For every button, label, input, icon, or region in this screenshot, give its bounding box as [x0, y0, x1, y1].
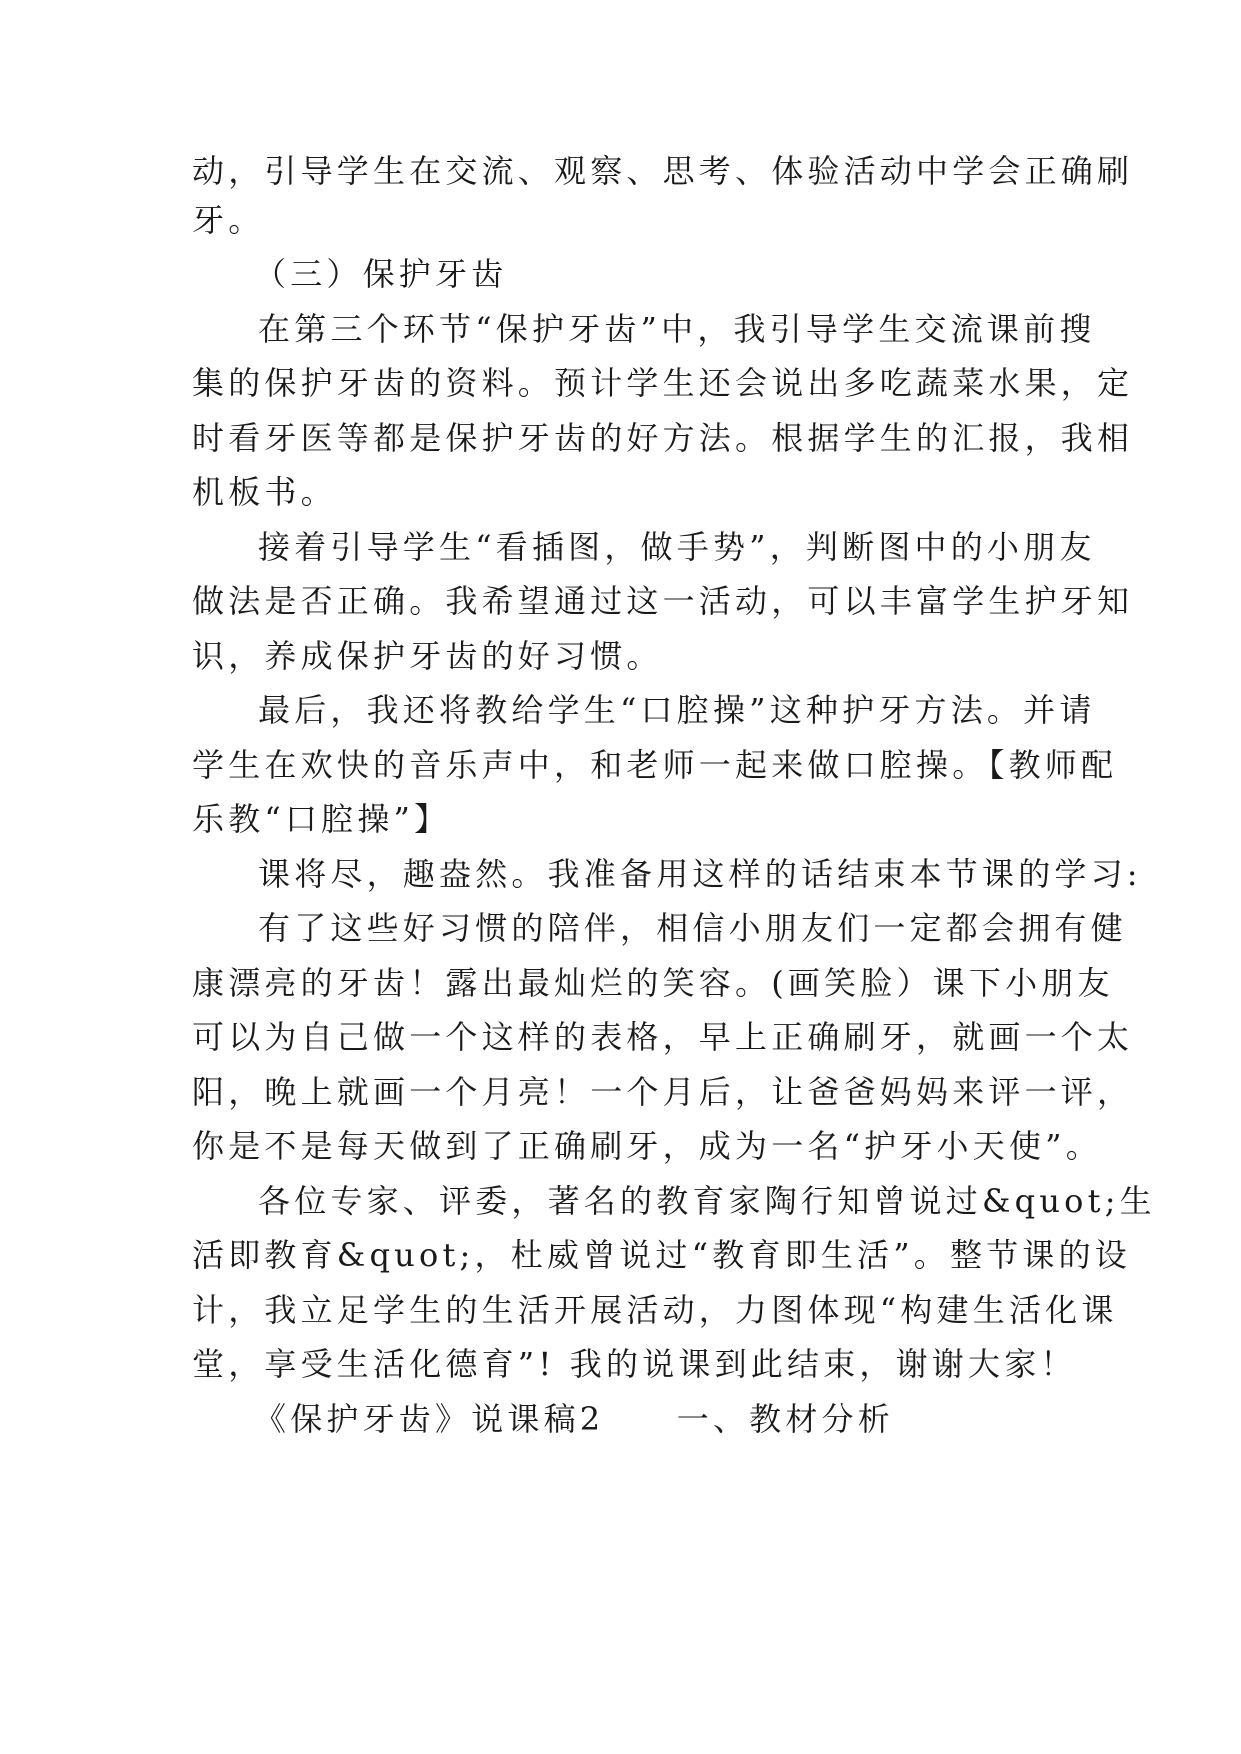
- section-heading: （三）保护牙齿: [254, 255, 508, 293]
- text-line: 机板书。: [192, 473, 337, 511]
- text-line: 识，养成保护牙齿的好习惯。: [192, 637, 663, 675]
- text-line: 康漂亮的牙齿！露出最灿烂的笑容。(画笑脸）课下小朋友: [192, 964, 1114, 1002]
- text-line: 最后，我还将教给学生“口腔操”这种护牙方法。并请: [258, 691, 1096, 729]
- text-line: 活即教育&quot;，杜威曾说过“教育即生活”。整节课的设: [192, 1236, 1132, 1274]
- text-line: 时看牙医等都是保护牙齿的好方法。根据学生的汇报，我相: [192, 419, 1134, 457]
- text-line: 阳，晚上就画一个月亮！一个月后，让爸爸妈妈来评一评，: [192, 1073, 1134, 1111]
- text-line: 可以为自己做一个这样的表格，早上正确刷牙，就画一个太: [192, 1018, 1134, 1056]
- text-line: 在第三个环节“保护牙齿”中，我引导学生交流课前搜: [258, 310, 1096, 348]
- text-line: 各位专家、评委，著名的教育家陶行知曾说过&quot;生: [258, 1182, 1156, 1220]
- text-line: 计，我立足学生的生活开展活动，力图体现“构建生活化课: [192, 1291, 1118, 1329]
- text-line: 乐教“口腔操”】: [192, 800, 451, 838]
- text-line: 堂，享受生活化德育”! 我的说课到此结束，谢谢大家！: [192, 1345, 1077, 1383]
- text-line: 牙。: [192, 201, 265, 239]
- text-line: 接着引导学生“看插图，做手势”，判断图中的小朋友: [258, 528, 1096, 566]
- section-heading: 《保护牙齿》说课稿2 一、教材分析: [254, 1400, 894, 1438]
- text-line: 做法是否正确。我希望通过这一活动，可以丰富学生护牙知: [192, 582, 1134, 620]
- text-line: 集的保护牙齿的资料。预计学生还会说出多吃蔬菜水果，定: [192, 364, 1134, 402]
- text-line: 你是不是每天做到了正确刷牙，成为一名“护牙小天使”。: [192, 1127, 1102, 1165]
- text-line: 有了这些好习惯的陪伴，相信小朋友们一定都会拥有健: [258, 909, 1127, 947]
- text-line: 学生在欢快的音乐声中，和老师一起来做口腔操。【教师配: [192, 746, 1118, 784]
- text-line: 动，引导学生在交流、观察、思考、体验活动中学会正确刷: [192, 152, 1134, 190]
- text-line: 课将尽，趣盎然。我准备用这样的话结束本节课的学习:: [258, 855, 1142, 893]
